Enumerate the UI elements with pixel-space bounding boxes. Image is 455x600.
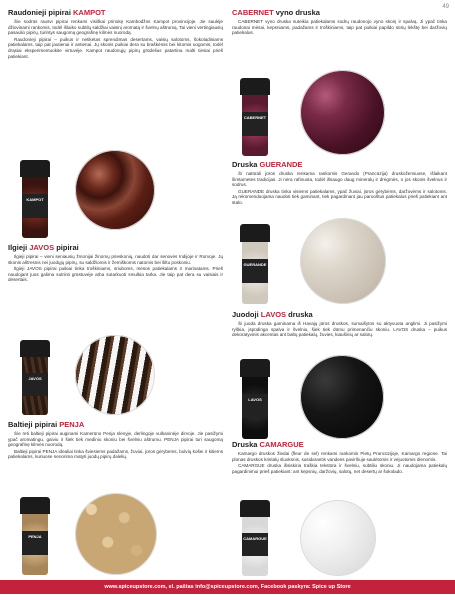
penja-image [20, 493, 210, 577]
cabernet-title-highlight: CABERNET [232, 8, 274, 17]
lavos-title-suffix: druska [286, 310, 313, 319]
camargue-salt-circle [300, 500, 376, 576]
cabernet-title [232, 8, 447, 17]
camargue-image [240, 500, 440, 578]
guerande-paragraph-2: GUERANDE druska tinka visiems patiekalams, ypač žuviai, jūros gėrybėms, daržovėms ir salotoms. Ją rekomenduojama naudoti tiek gaminant, tiek pagardinant jau paruoštus patiekalus prieš patiekiant ant stalo. [232, 188, 447, 205]
camargue-body [232, 451, 447, 474]
penja-title-text: Baltieji pipirai [8, 420, 60, 429]
camargue-title [232, 440, 447, 449]
page-number: 49 [442, 4, 449, 10]
cabernet-jar [240, 78, 270, 156]
javos-title-suffix: pipirai [54, 243, 79, 252]
kampot-body [8, 19, 223, 59]
kampot-paragraph-1: Šie sodrūs rausvi pipirai renkami visiškai prinokę Kambodžos Kampot provincijoje. Jie saulėje džiovinami rankomis, todėl išlaiko subtilų saldžiai vaisinį aromatą ir švelnų aštrumą. Tai vieni vertingiausių pasaulio pipirų, turintys saugomą geografinę kilmės nuorodą. [8, 19, 223, 36]
cabernet-image [240, 70, 440, 160]
section-lavos [232, 310, 447, 339]
section-kampot [8, 8, 223, 60]
javos-jar [20, 340, 50, 415]
guerande-title-highlight: GUERANDE [259, 160, 303, 169]
lavos-salt-circle [300, 355, 384, 439]
guerande-body [232, 171, 447, 206]
camargue-jar-label: CAMARGUE [242, 533, 268, 556]
javos-title-text: Ilgieji [8, 243, 30, 252]
section-penja [8, 420, 223, 461]
guerande-image [240, 218, 440, 306]
guerande-title-text: Druska [232, 160, 260, 169]
javos-image [20, 335, 210, 415]
lavos-body [232, 321, 447, 338]
camargue-title-text: Druska [232, 440, 260, 449]
section-cabernet [232, 8, 447, 37]
javos-title-highlight: JAVOS [29, 243, 55, 252]
lavos-paragraph-1: Ši juoda druska gaminama iš Havajų jūros druskos, sumaišytos su aktyvuota anglimi. Ji pasižymi ryškia, įspūdinga spalva ir švelniu, šiek tiek dūmu primenančiu skoniu. LAVOS druska – puikus dekoratyvinis akcentas ant baltų patiekalų, žuvies, kiaušinių ar salotų. [232, 321, 447, 338]
guerande-salt-circle [300, 218, 386, 304]
kampot-title-text: Raudonieji pipirai [8, 8, 74, 17]
penja-jar [20, 497, 50, 575]
guerande-jar-label: GUERANDE [242, 259, 268, 283]
javos-title [8, 243, 223, 252]
javos-paragraph-2: Ilgieji JAVOS pipirai puikiai tinka troškiniams, sriuboms, mėsos patiekalams ir marinatams. Prieš naudojant juos galima sutrinti grūstuvėje arba sutarkuoti smulkia tarka. Jie taip pat dera su vaisiais ir desertais. [8, 266, 223, 283]
javos-paragraph-1: Ilgieji pipirai – vieni seniausių žmonijai žinomų prieskonių, naudoti dar senovės Indijoje ir Romoje. Jų skonis aštresnis nei juodųjų pipirų, su saldžiomis ir žemiškomis natomis bei šiltu poskoniu. [8, 254, 223, 265]
kampot-title-highlight: KAMPOT [73, 8, 106, 17]
lavos-image [240, 355, 440, 439]
guerande-jar [240, 224, 270, 304]
kampot-jar-label: KAMPOT [22, 194, 48, 217]
cabernet-paragraph-1: CABERNET vyno druska suteikia patiekalams sodrų raudonojo vyno skonį ir spalvą. Ji ypač tinka raudonai mėsai, kepsniams, padažams ir troškiniams, taip pat puikiai papildo sūrių lėkštę bei daržovių patiekalus. [232, 19, 447, 36]
cabernet-salt-circle [300, 70, 385, 155]
penja-pepper-circle [75, 493, 157, 575]
kampot-image [20, 150, 210, 238]
guerande-paragraph-1: Ši natūrali jūros druska renkama rankomis Gerando (Prancūzija) druskožemiuose, išlaikant šimtametes tradicijas. Ji nėra rafinuota, todėl išsaugo daug mineralų ir drėgmės, o jos skonis švelnus ir sodrus. [232, 171, 447, 188]
javos-pepper-circle [75, 335, 155, 415]
javos-jar-label: JAVOS [22, 373, 48, 396]
lavos-title [232, 310, 447, 319]
camargue-paragraph-2: CAMARGUE druska išsiskiria traškia tekstūra ir švelniu, subtiliu skoniu. Ji naudojama patiekalų pagardinimui prieš patiekiant: ant kepsnių, daržovių, salotų, net desertų ar šokolado. [232, 463, 447, 474]
cabernet-jar-label: CABERNET [242, 112, 268, 135]
camargue-jar [240, 500, 270, 576]
guerande-title [232, 160, 447, 169]
penja-paragraph-2: Baltieji pipirai PENJA idealiai tinka šviesiems padažams, žuviai, jūros gėrybėms, bulvių košei ir kitiems patiekalams, kuriuose nenorima matyti juodų pipirų dalelių. [8, 448, 223, 460]
footer-bar [0, 580, 455, 594]
lavos-title-highlight: LAVOS [260, 310, 287, 319]
lavos-jar-label: LAVOS [242, 394, 268, 418]
kampot-title [8, 8, 223, 17]
penja-title [8, 420, 223, 429]
kampot-jar [20, 160, 50, 238]
cabernet-title-text: vyno druska [273, 8, 320, 17]
section-camargue [232, 440, 447, 475]
javos-body [8, 254, 223, 283]
penja-title-highlight: PENJA [59, 420, 85, 429]
footer-text: www.spiceupstore.com, el. paštas info@spiceupstore.com, Facebook paskyra: Spice up Store [104, 584, 351, 590]
penja-paragraph-1: Šie reti baltieji pipirai auginami Kamerūno Penja slėnyje, derlingoje vulkaninėje dirvoje. Jie pasižymi ypač aromatingu, gaiviu ir šiek tiek mediniu skoniu bei švelniu aštrumu. PENJA pipirai turi saugomą geografinę kilmės nuorodą. [8, 431, 223, 448]
penja-jar-label: PENJA [22, 531, 48, 554]
section-javos [8, 243, 223, 284]
lavos-jar [240, 359, 270, 439]
kampot-pepper-circle [75, 150, 155, 230]
cabernet-body [232, 19, 447, 36]
camargue-paragraph-1: Kamargo druskos žiedai (fleur de sel) renkami rankomis Pietų Prancūzijoje, Kamargo regione. Tai plonas druskos kristalų sluoksnis, susidarantis vandens paviršiuje saulėtomis ir vėjuotomis dienomis. [232, 451, 447, 462]
lavos-title-text: Juodoji [232, 310, 261, 319]
kampot-paragraph-2: Raudonieji pipirai – puikus ir netikėtas sprendimas desertams, vaisių salotoms, šokoladiniams patiekalams, taip pat jautienai ir antienai. Jų skonis puikiai dera su braškėmis bei kitomis uogomis, todėl drąsiai eksperimentuokite virtuvėje. Kampot raudonųjų pipirų grūdelius patartina malti tiesiai prieš patiekiant. [8, 36, 223, 59]
penja-body [8, 431, 223, 460]
section-guerande [232, 160, 447, 207]
camargue-title-highlight: CAMARGUE [259, 440, 304, 449]
